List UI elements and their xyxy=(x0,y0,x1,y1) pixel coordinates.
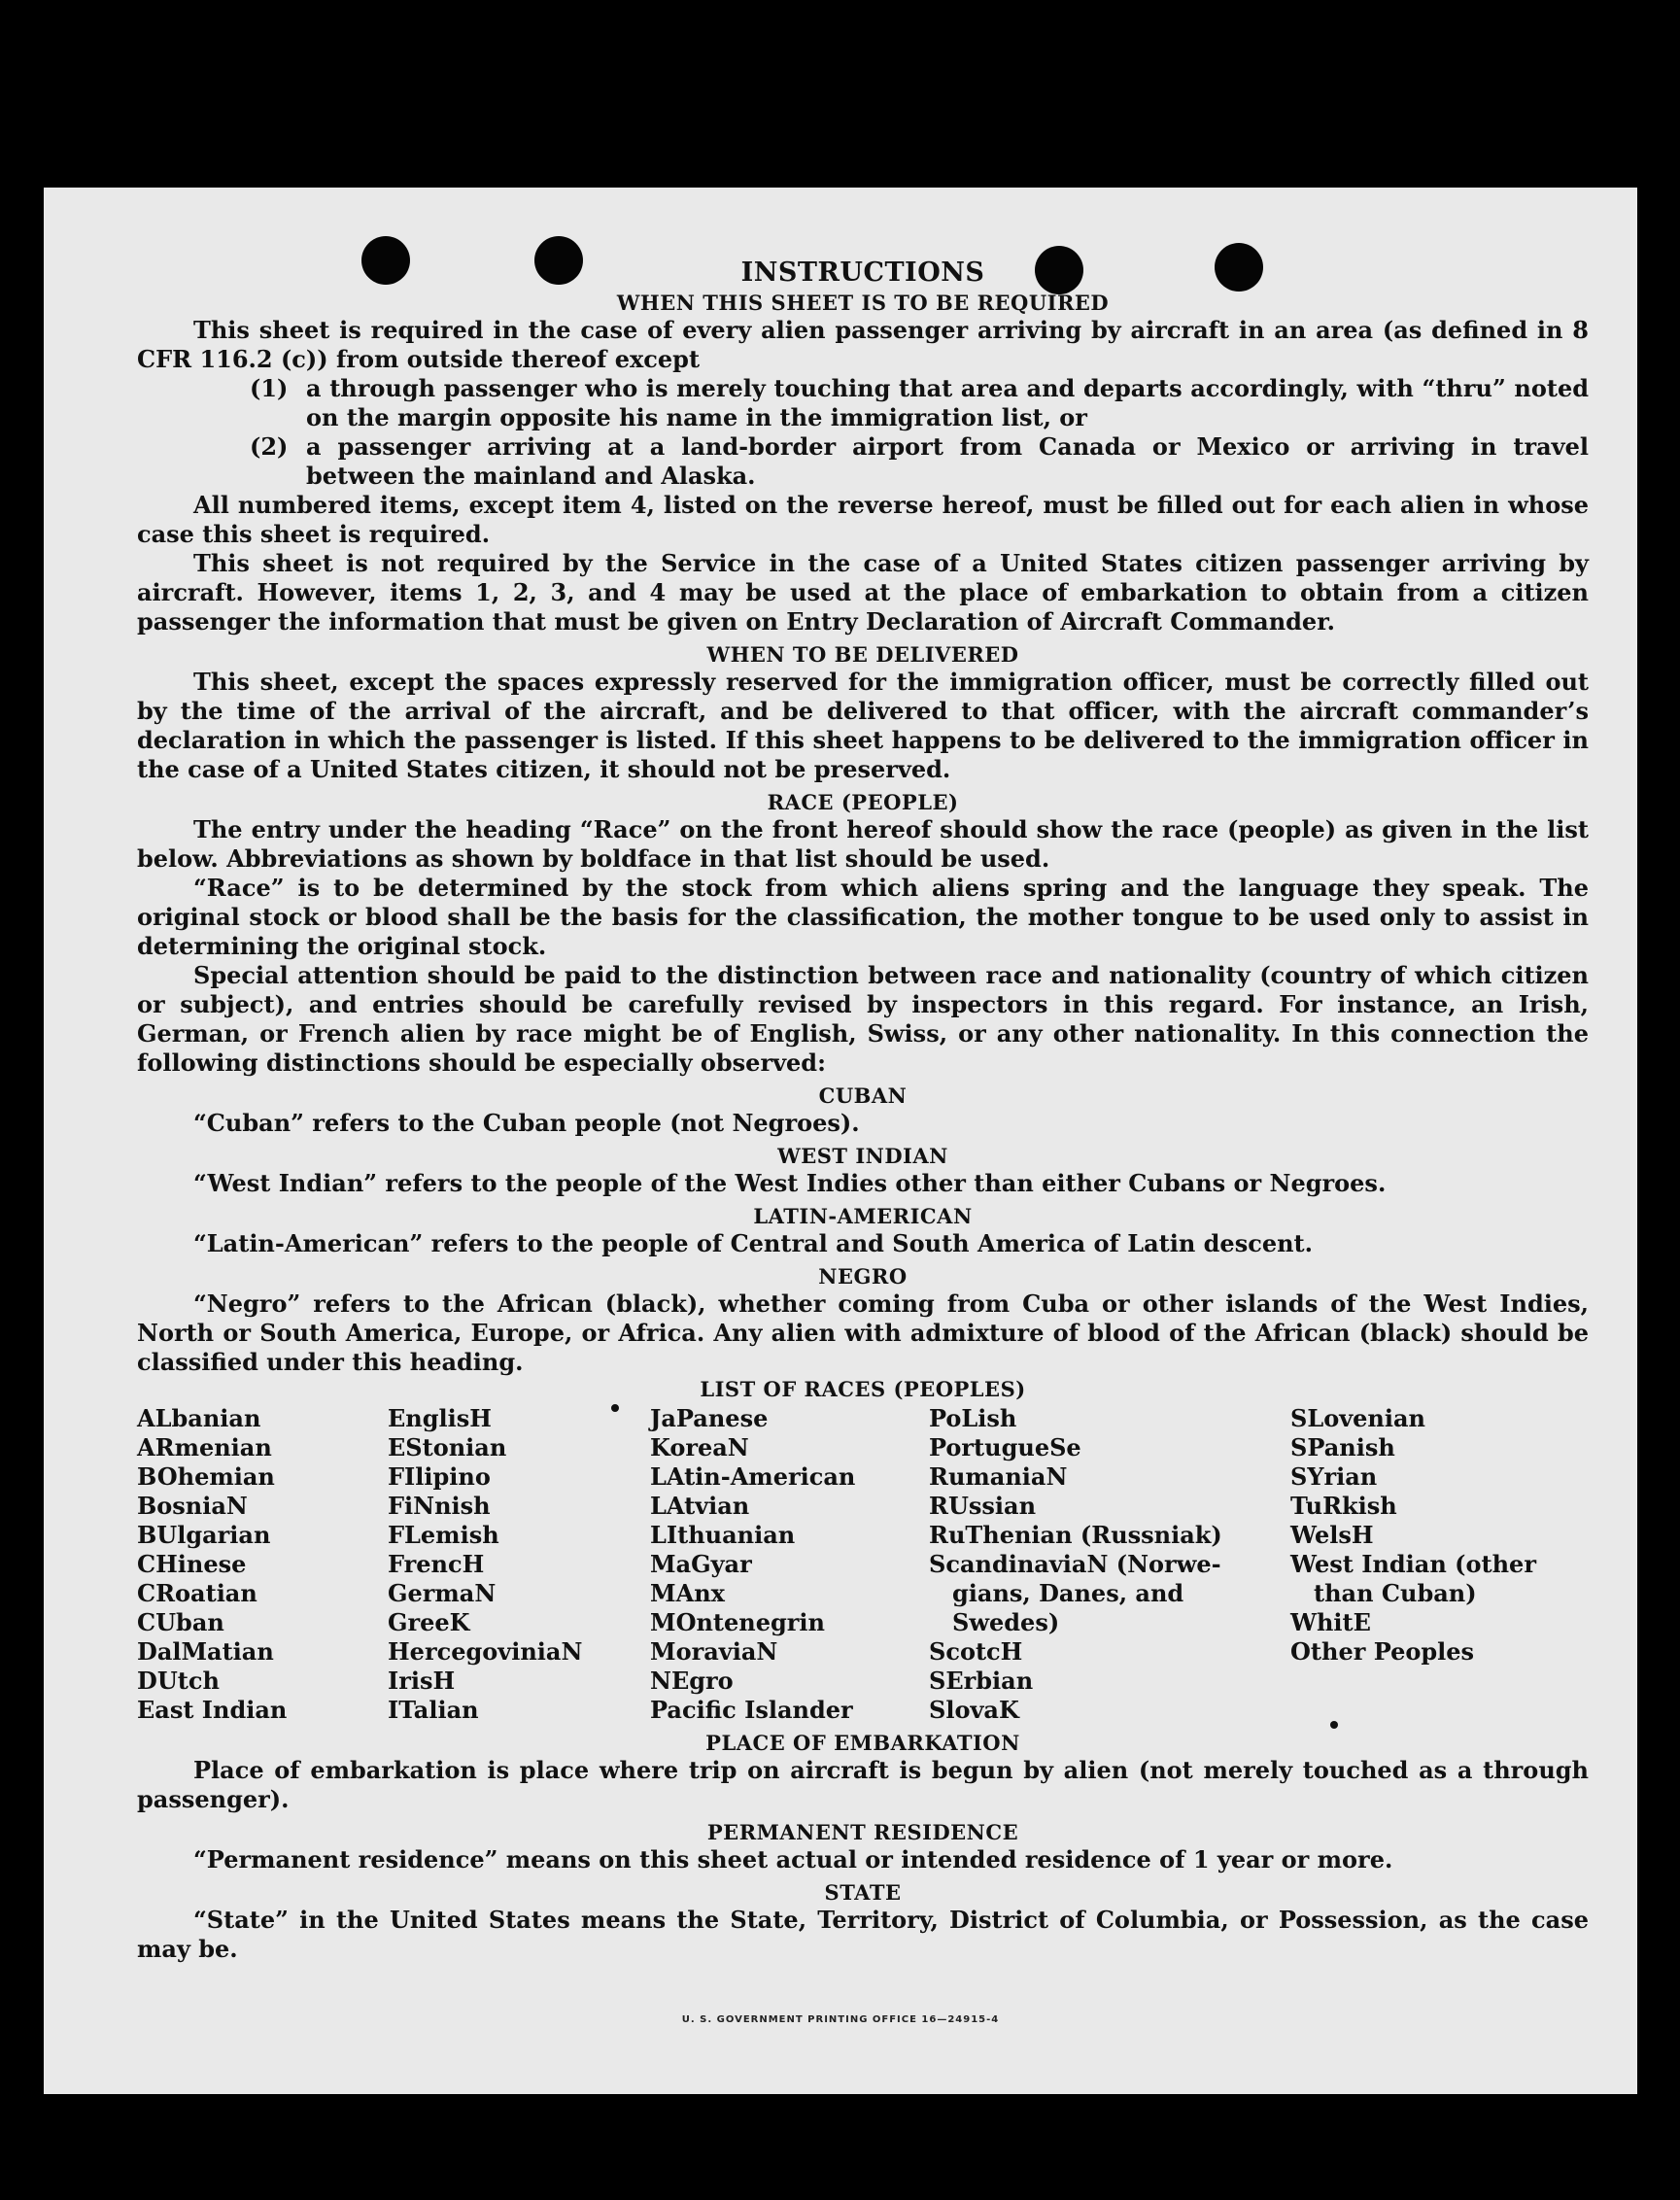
paragraph-race-2: “Race” is to be determined by the stock from which aliens spring and the language they speak. The original stock or blood shall be the basis for the classification, the mother tongue to be used only to assist in determining the original stock. xyxy=(137,874,1589,960)
race-entry: ALbanian xyxy=(137,1404,261,1432)
race-entry: WhitE xyxy=(1290,1608,1371,1636)
paragraph-latin-american: “Latin-American” refers to the people of Central and South America of Latin descent. xyxy=(193,1229,1313,1257)
race-entry: SlovaK xyxy=(929,1696,1019,1724)
races-column xyxy=(650,1404,929,1725)
race-entry: EnglisH xyxy=(388,1404,492,1432)
page-title: INSTRUCTIONS xyxy=(740,258,985,288)
item-text: a passenger arriving at a land-border airport from Canada or Mexico or arriving in travel between the mainland and Alaska. xyxy=(306,432,1589,490)
race-entry: NEgro xyxy=(650,1667,734,1695)
item-number: (1) xyxy=(250,374,289,402)
races-list xyxy=(137,1404,1589,1725)
race-entry: West Indian (other xyxy=(1290,1550,1536,1578)
race-entry: LIthuanian xyxy=(650,1521,796,1549)
races-column xyxy=(929,1404,1290,1725)
race-entry-continuation: than Cuban) xyxy=(1314,1579,1477,1607)
race-entry: GermaN xyxy=(388,1579,497,1607)
paragraph-when-delivered: This sheet, except the spaces expressly reserved for the immigration officer, must be correctly filled out by the time of the arrival of the aircraft, and be delivered to that officer, with the aircraft commander’s declaration in which the passenger is listed. If this sheet happens to be delivered to the immigration officer in the case of a United States citizen, it should not be preserved. xyxy=(137,668,1589,783)
race-entry: CHinese xyxy=(137,1550,247,1578)
race-entry: FIlipino xyxy=(388,1462,491,1491)
race-entry: HercegoviniaN xyxy=(388,1637,583,1666)
race-entry: FLemish xyxy=(388,1521,499,1549)
race-entry: ScotcH xyxy=(929,1637,1023,1666)
race-entry: PoLish xyxy=(929,1404,1017,1432)
heading-latin-american: LATIN-AMERICAN xyxy=(753,1204,973,1228)
race-entry: East Indian xyxy=(137,1696,288,1724)
race-entry: SYrian xyxy=(1290,1462,1378,1491)
race-entry: KoreaN xyxy=(650,1433,749,1461)
paragraph-negro: “Negro” refers to the African (black), whether coming from Cuba or other islands of the West Indies, North or South America, Europe, or Africa. Any alien with admixture of blood of the African (black) should be classified under this heading. xyxy=(137,1289,1589,1376)
document-sheet xyxy=(44,188,1637,2094)
race-entry: Other Peoples xyxy=(1290,1637,1475,1666)
race-entry: ScandinaviaN (Norwe- xyxy=(929,1550,1221,1578)
race-entry: FrencH xyxy=(388,1550,485,1578)
races-column xyxy=(388,1404,650,1725)
item-number: (2) xyxy=(250,432,289,461)
paragraph-permanent-residence: “Permanent residence” means on this sheet actual or intended residence of 1 year or more. xyxy=(193,1845,1393,1873)
race-entry: SPanish xyxy=(1290,1433,1395,1461)
heading-state: STATE xyxy=(824,1880,902,1905)
race-entry: IrisH xyxy=(388,1667,456,1695)
paragraph-embarkation: Place of embarkation is place where trip on aircraft is begun by alien (not merely touched as a through passenger). xyxy=(137,1756,1589,1813)
exception-item xyxy=(137,432,1589,491)
paragraph-numbered-items: All numbered items, except item 4, listed on the reverse hereof, must be filled out for each alien in whose case this sheet is required. xyxy=(137,491,1589,548)
race-entry: SErbian xyxy=(929,1667,1034,1695)
heading-list-of-races: LIST OF RACES (PEOPLES) xyxy=(700,1377,1026,1401)
race-entry-continuation: gians, Danes, and xyxy=(952,1579,1184,1607)
race-entry: LAtin-American xyxy=(650,1462,856,1491)
race-entry-continuation: Swedes) xyxy=(952,1608,1060,1636)
paragraph-race-1: The entry under the heading “Race” on the front hereof should show the race (people) as given in the list below. Abbreviations as shown by boldface in that list should be used. xyxy=(137,815,1589,873)
race-entry: MaGyar xyxy=(650,1550,752,1578)
races-column xyxy=(1290,1404,1589,1725)
race-entry: DUtch xyxy=(137,1667,220,1695)
printer-imprint: U. S. GOVERNMENT PRINTING OFFICE 16—24915-4 xyxy=(681,2014,1000,2025)
race-entry: RumaniaN xyxy=(929,1462,1068,1491)
race-entry: FiNnish xyxy=(388,1492,491,1520)
paragraph-when-required: This sheet is required in the case of every alien passenger arriving by aircraft in an area (as defined in 8 CFR 116.2 (c)) from outside thereof except xyxy=(137,316,1589,373)
race-entry: BosniaN xyxy=(137,1492,248,1520)
races-column xyxy=(137,1404,388,1725)
exception-item xyxy=(137,374,1589,432)
race-entry: GreeK xyxy=(388,1608,470,1636)
paragraph-state: “State” in the United States means the State, Territory, District of Columbia, or Possession, as the case may be. xyxy=(137,1906,1589,1963)
paragraph-cuban: “Cuban” refers to the Cuban people (not Negroes). xyxy=(193,1109,860,1137)
instructions-body xyxy=(137,258,1589,1964)
race-entry: MAnx xyxy=(650,1579,725,1607)
race-entry: RuThenian (Russniak) xyxy=(929,1521,1222,1549)
heading-embarkation: PLACE OF EMBARKATION xyxy=(705,1731,1020,1755)
heading-west-indian: WEST INDIAN xyxy=(777,1144,948,1168)
heading-cuban: CUBAN xyxy=(818,1083,908,1108)
race-entry: CUban xyxy=(137,1608,224,1636)
race-entry: JaPanese xyxy=(650,1404,769,1432)
race-entry: EStonian xyxy=(388,1433,507,1461)
race-entry: DalMatian xyxy=(137,1637,274,1666)
heading-negro: NEGRO xyxy=(818,1264,908,1289)
heading-when-delivered: WHEN TO BE DELIVERED xyxy=(706,642,1019,667)
race-entry: ARmenian xyxy=(137,1433,272,1461)
race-entry: CRoatian xyxy=(137,1579,257,1607)
race-entry: BOhemian xyxy=(137,1462,275,1491)
paragraph-west-indian: “West Indian” refers to the people of the West Indies other than either Cubans or Negroes. xyxy=(193,1169,1387,1197)
race-entry: RUssian xyxy=(929,1492,1037,1520)
paragraph-race-3: Special attention should be paid to the distinction between race and nationality (country of which citizen or subject), and entries should be carefully revised by inspectors in this regard. For instance, an Irish, German, or French alien by race might be of English, Swiss, or any other nationality. In this connection the following distinctions should be especially observed: xyxy=(137,961,1589,1077)
race-entry: MoraviaN xyxy=(650,1637,778,1666)
race-entry: MOntenegrin xyxy=(650,1608,825,1636)
race-entry: TuRkish xyxy=(1290,1492,1397,1520)
race-entry: PortugueSe xyxy=(929,1433,1081,1461)
race-entry: ITalian xyxy=(388,1696,479,1724)
heading-race: RACE (PEOPLE) xyxy=(767,790,959,814)
heading-permanent-residence: PERMANENT RESIDENCE xyxy=(706,1820,1019,1844)
race-entry: WelsH xyxy=(1290,1521,1374,1549)
race-entry: LAtvian xyxy=(650,1492,750,1520)
race-entry: BUlgarian xyxy=(137,1521,271,1549)
paragraph-citizen: This sheet is not required by the Service in the case of a United States citizen passenger arriving by aircraft. However, items 1, 2, 3, and 4 may be used at the place of embarkation to obtain from a citizen passenger the information that must be given on Entry Declaration of Aircraft Commander. xyxy=(137,549,1589,636)
race-entry: SLovenian xyxy=(1290,1404,1425,1432)
heading-when-required: WHEN THIS SHEET IS TO BE REQUIRED xyxy=(616,291,1110,315)
race-entry: Pacific Islander xyxy=(650,1696,853,1724)
item-text: a through passenger who is merely touching that area and departs accordingly, with “thru” noted on the margin opposite his name in the immigration list, or xyxy=(306,374,1589,431)
